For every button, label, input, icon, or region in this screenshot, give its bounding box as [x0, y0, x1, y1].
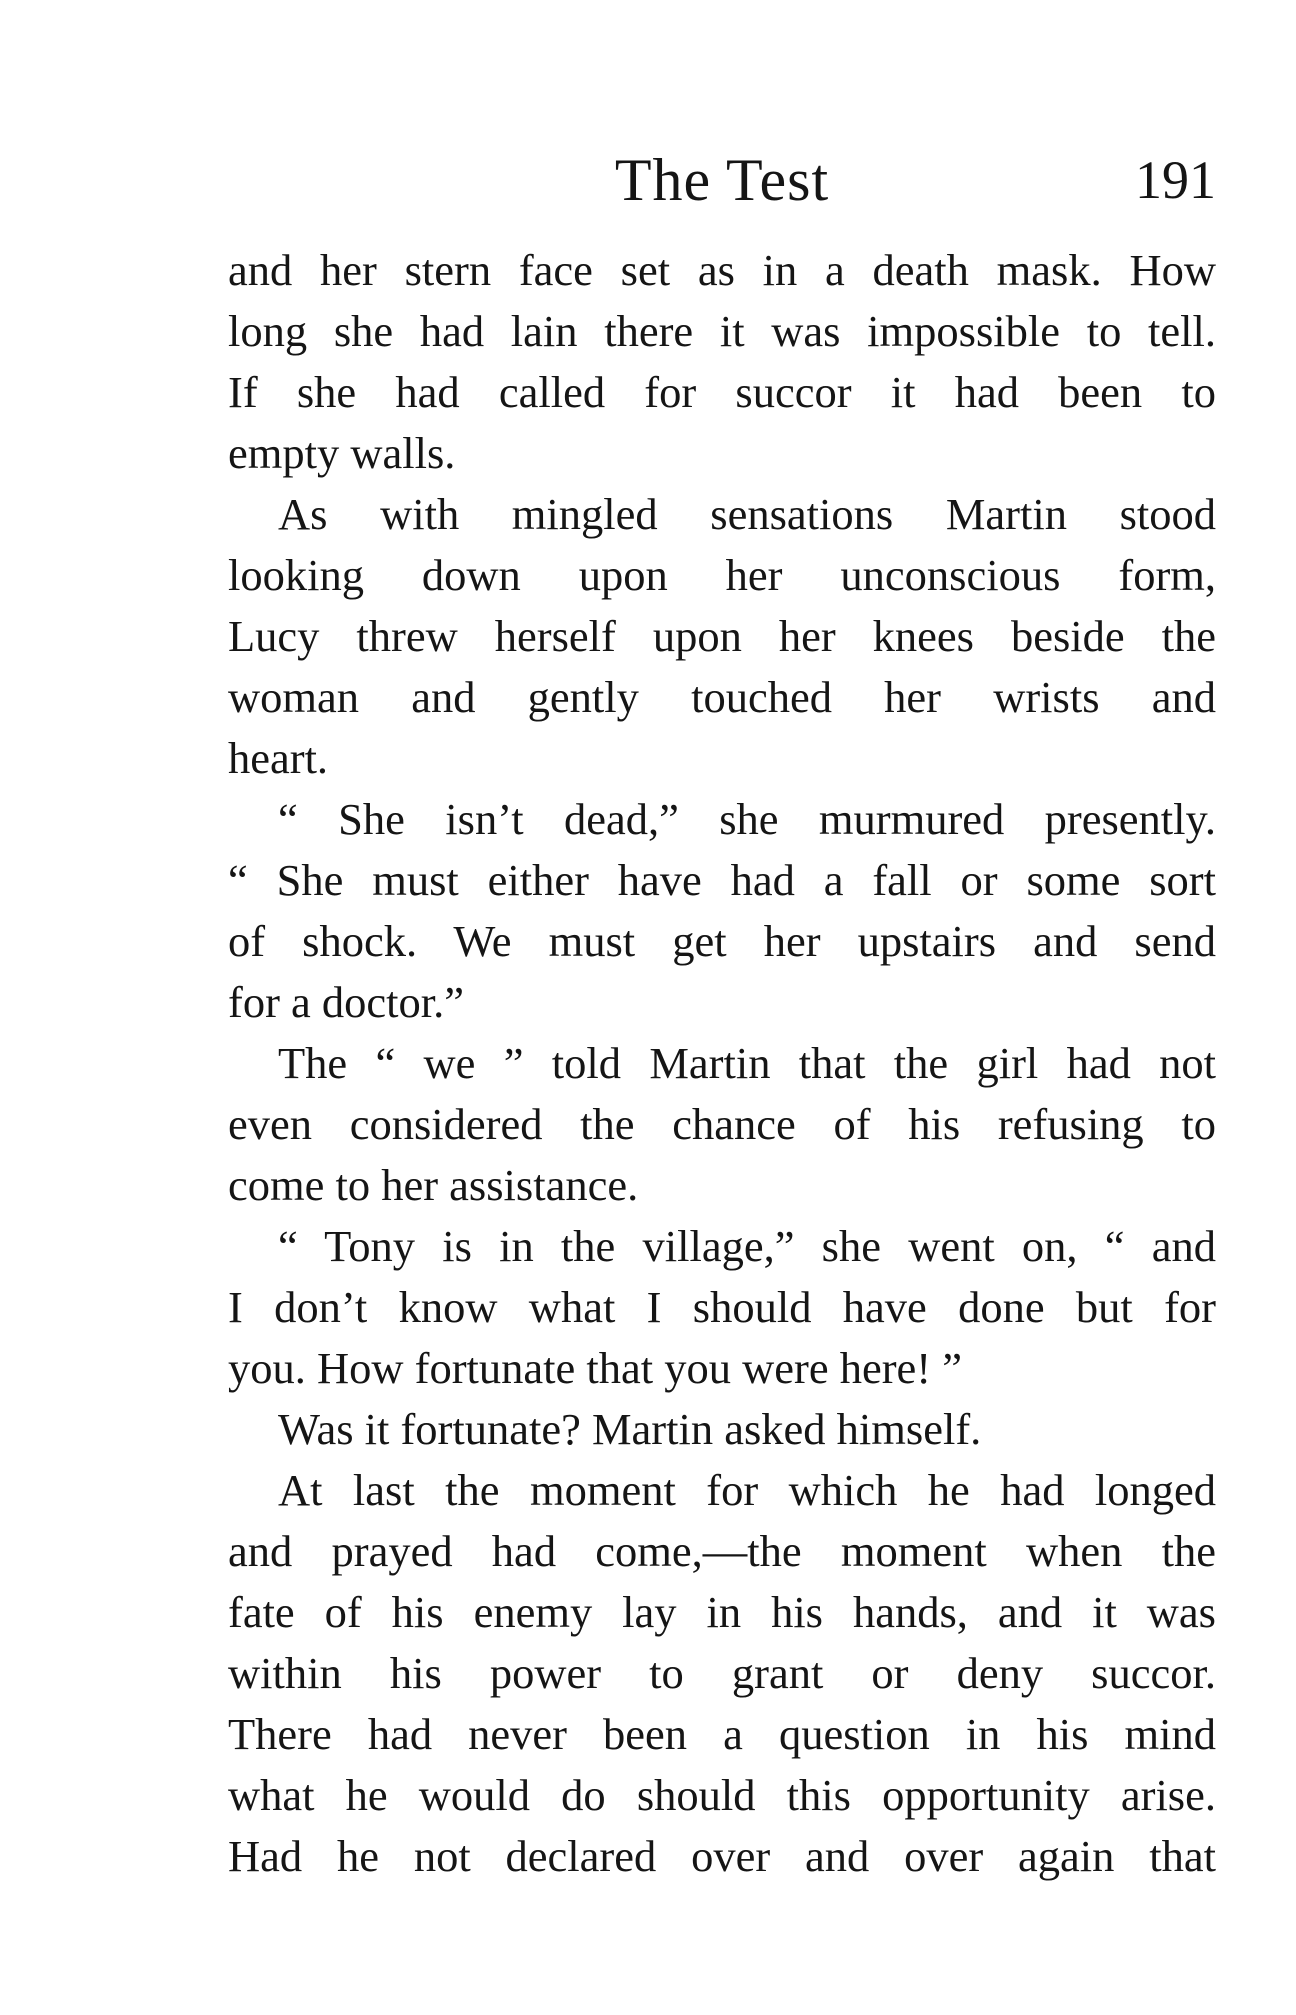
- text-line: There had never been a question in his mind: [228, 1709, 1216, 1759]
- text-line: fate of his enemy lay in his hands, and it was: [228, 1587, 1216, 1637]
- text-line: “ Tony is in the village,” she went on, “ and: [278, 1221, 1216, 1271]
- text-line: even considered the chance of his refusing to: [228, 1099, 1216, 1149]
- text-line: come to her assistance.: [228, 1160, 639, 1210]
- text-line: Was it fortunate? Martin asked himself.: [278, 1404, 982, 1454]
- text-line: The “ we ” told Martin that the girl had not: [278, 1038, 1216, 1088]
- text-line: long she had lain there it was impossible to tell.: [228, 306, 1216, 356]
- page-number: 191: [1135, 150, 1216, 210]
- text-line: As with mingled sensations Martin stood: [278, 489, 1216, 539]
- text-line: heart.: [228, 733, 329, 783]
- text-line: At last the moment for which he had longed: [278, 1465, 1216, 1515]
- text-line: within his power to grant or deny succor.: [228, 1648, 1216, 1698]
- chapter-title: The Test: [614, 147, 830, 213]
- text-line: of shock. We must get her upstairs and send: [228, 916, 1216, 966]
- text-line: “ She isn’t dead,” she murmured presently.: [278, 794, 1216, 844]
- running-head: [228, 140, 1216, 220]
- text-line: you. How fortunate that you were here! ”: [228, 1343, 962, 1393]
- text-line: “ She must either have had a fall or some sort: [228, 855, 1216, 905]
- text-line: woman and gently touched her wrists and: [228, 672, 1216, 722]
- text-line: and her stern face set as in a death mask. How: [228, 245, 1216, 295]
- text-line: what he would do should this opportunity arise.: [228, 1770, 1216, 1820]
- text-line: Lucy threw herself upon her knees beside the: [228, 611, 1216, 661]
- text-line: Had he not declared over and over again that: [228, 1831, 1216, 1881]
- text-line: I don’t know what I should have done but for: [228, 1282, 1216, 1332]
- body-text: [228, 240, 1216, 1887]
- text-line: and prayed had come,—the moment when the: [228, 1526, 1216, 1576]
- text-line: If she had called for succor it had been to: [228, 367, 1216, 417]
- text-line: empty walls.: [228, 428, 456, 478]
- text-line: for a doctor.”: [228, 977, 464, 1027]
- text-line: looking down upon her unconscious form,: [228, 550, 1216, 600]
